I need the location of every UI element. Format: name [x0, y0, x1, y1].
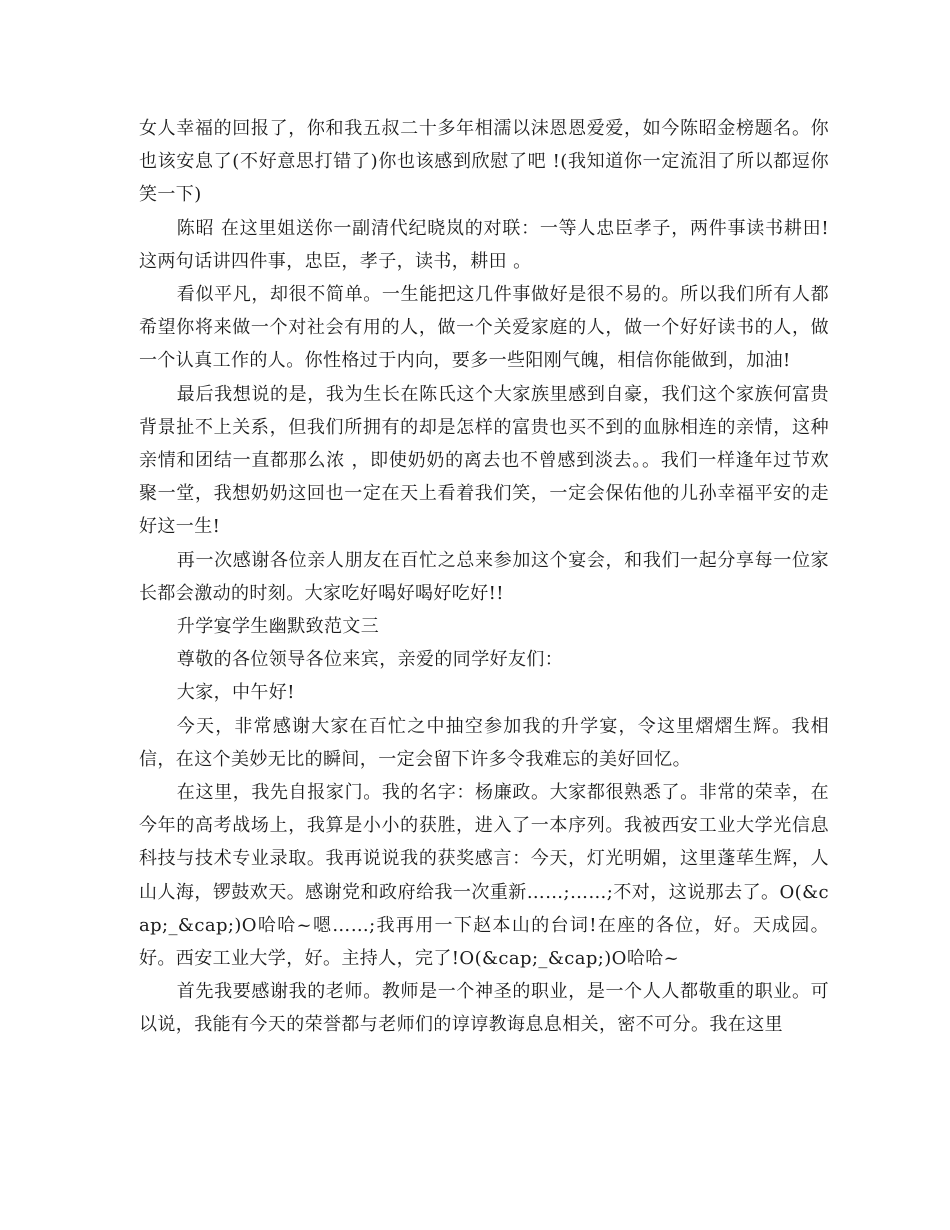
- paragraph: 首先我要感谢我的老师。教师是一个神圣的职业，是一个人人都敬重的职业。可以说，我能有今天的荣誉都与老师们的谆谆教诲息息相关，密不可分。我在这里: [139, 981, 829, 1036]
- paragraph: 今天，非常感谢大家在百忙之中抽空参加我的升学宴，令这里熠熠生辉。我相信，在这个美妙无比的瞬间，一定会留下许多令我难忘的美好回忆。: [139, 715, 829, 770]
- section-heading: 升学宴学生幽默致范文三: [176, 616, 380, 638]
- paragraph: 看似平凡，却很不简单。一生能把这几件事做好是很不易的。所以我们所有人都希望你将来做一个对社会有用的人，做一个关爱家庭的人，做一个好好读书的人，做一个认真工作的人。你性格过于内向，要多一些阳刚气魄，相信你能做到，加油!: [139, 284, 829, 372]
- document-body: [139, 112, 829, 1042]
- greeting: 大家，中午好!: [176, 682, 295, 704]
- paragraph: 陈昭 在这里姐送你一副清代纪晓岚的对联：一等人忠臣孝子，两件事读书耕田!这两句话讲四件事，忠臣，孝子，读书，耕田 。: [139, 217, 829, 272]
- paragraph: 在这里，我先自报家门。我的名字：杨廉政。大家都很熟悉了。非常的荣幸，在今年的高考战场上，我算是小小的获胜，进入了一本序列。我被西安工业大学光信息科技与技术专业录取。我再说说我的获奖感言：今天，灯光明媚，这里蓬荜生辉，人山人海，锣鼓欢天。感谢党和政府给我一次重新……;……;不对，这说那去了。O(&cap;_&cap;)O哈哈~嗯……;我再用一下赵本山的台词!在座的各位，好。天成园。好。西安工业大学，好。主持人，完了!O(&cap;_&cap;)O哈哈~: [139, 782, 829, 970]
- paragraph: 最后我想说的是，我为生长在陈氏这个大家族里感到自豪，我们这个家族何富贵背景扯不上关系，但我们所拥有的却是怎样的富贵也买不到的血脉相连的亲情，这种亲情和团结一直都那么浓 ，即使奶奶的离去也不曾感到淡去。。我们一样逢年过节欢聚一堂，我想奶奶这回也一定在天上看着我们笑，一定会保佑他的儿孙幸福平安的走好这一生!: [139, 383, 829, 538]
- paragraph: 再一次感谢各位亲人朋友在百忙之总来参加这个宴会，和我们一起分享每一位家长都会激动的时刻。大家吃好喝好喝好吃好!!: [139, 549, 829, 604]
- paragraph: 女人幸福的回报了，你和我五叔二十多年相濡以沫恩恩爱爱，如今陈昭金榜题名。你也该安息了(不好意思打错了)你也该感到欣慰了吧 !(我知道你一定流泪了所以都逗你笑一下): [139, 118, 829, 206]
- salutation: 尊敬的各位领导各位来宾，亲爱的同学好友们：: [176, 649, 564, 671]
